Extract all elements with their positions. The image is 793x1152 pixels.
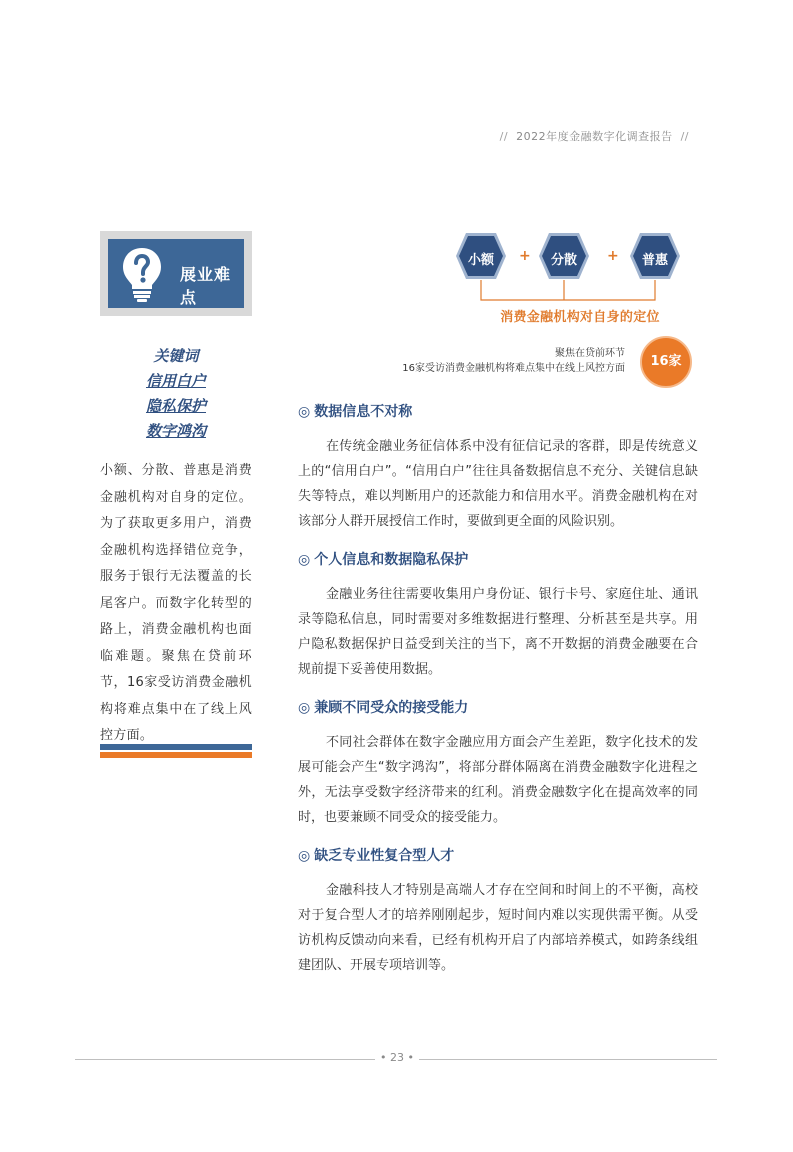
plus-sign: + [607,248,619,264]
section [298,400,698,534]
section-title [298,548,698,572]
count-badge: 16家 [640,336,692,388]
hexagon-label: 普惠 [641,253,668,268]
keywords-block [100,344,252,444]
main-content [298,400,698,992]
section [298,844,698,978]
hexagon-label: 小额 [467,253,494,268]
report-header [496,128,693,144]
section-paragraph: 金融科技人才特别是高端人才存在空间和时间上的不平衡，高校对于复合型人才的培养刚刚起步，短时间内难以实现供需平衡。从受访机构反馈动向来看，已经有机构开启了内部培养模式，如跨条线组建团队、开展专项培训等。 [298,883,698,973]
bullet-icon: ◎ [298,700,311,716]
section-title-text: 个人信息和数据隐私保护 [314,552,469,568]
section [298,696,698,830]
section-paragraph: 金融业务往往需要收集用户身份证、银行卡号、家庭住址、通讯录等隐私信息，同时需要对多维数据进行整理、分析甚至是共享。用户隐私数据保护日益受到关注的当下，离不开数据的消费金融要在合规前提下妥善使用数据。 [298,587,698,677]
section-title-text: 兼顾不同受众的接受能力 [314,700,469,716]
footer-rule-left [75,1059,375,1060]
section [298,548,698,682]
sidebar-body-text: 小额、分散、普惠是消费金融机构对自身的定位。为了获取更多用户，消费金融机构选择错位竞争，服务于银行无法覆盖的长尾客户。而数字化转型的路上，消费金融机构也面临难题。聚焦在贷前环节，16家受访消费金融机构将难点集中在了线上风控方面。 [100,463,252,743]
section-paragraph: 不同社会群体在数字金融应用方面会产生差距，数字化技术的发展可能会产生“数字鸿沟”，将部分群体隔离在消费金融数字化进程之外，无法享受数字经济带来的红利。消费金融数字化在提高效率的同时，也要兼顾不同受众的接受能力。 [298,735,698,825]
focus-note [402,346,625,376]
diagram-caption: 消费金融机构对自身的定位 [500,310,660,325]
decorative-stripes [100,744,252,758]
plus-sign: + [519,248,531,264]
header-right-mark: // [680,130,689,143]
orange-stripe [100,752,252,758]
footer-rule-right [419,1059,717,1060]
bullet-icon: ◎ [298,848,311,864]
sidebar-card-inner [108,239,244,308]
section-title [298,844,698,868]
keyword-item: 信用白户 [145,372,206,390]
keyword-item: 数字鸿沟 [145,422,206,440]
section-title [298,696,698,720]
section-title-text: 数据信息不对称 [314,404,413,420]
page-number: • 23 • [380,1051,414,1064]
sidebar-card [100,231,252,316]
header-left-mark: // [499,130,509,143]
header-title: 2022年度金融数字化调查报告 [516,130,673,143]
bullet-icon: ◎ [298,404,311,420]
section-title-text: 缺乏专业性复合型人才 [314,848,455,864]
section-title [298,400,698,424]
focus-line-2: 16家受访消费金融机构将难点集中在线上风控方面 [402,363,625,374]
focus-line-1: 聚焦在贷前环节 [555,348,625,359]
section-paragraph: 在传统金融业务征信体系中没有征信记录的客群，即是传统意义上的“信用白户”。“信用白户”往往具备数据信息不充分、关键信息缺失等特点，难以判断用户的还款能力和信用水平。消费金融机构在对该部分人群开展授信工作时，要做到更全面的风险识别。 [298,439,698,529]
lightbulb-question-icon [120,245,164,307]
keywords-heading: 关键词 [153,347,199,365]
bullet-icon: ◎ [298,552,311,568]
card-title: 展业难点 [180,265,232,307]
keyword-item: 隐私保护 [145,397,206,415]
hexagon-label: 分散 [550,253,577,268]
